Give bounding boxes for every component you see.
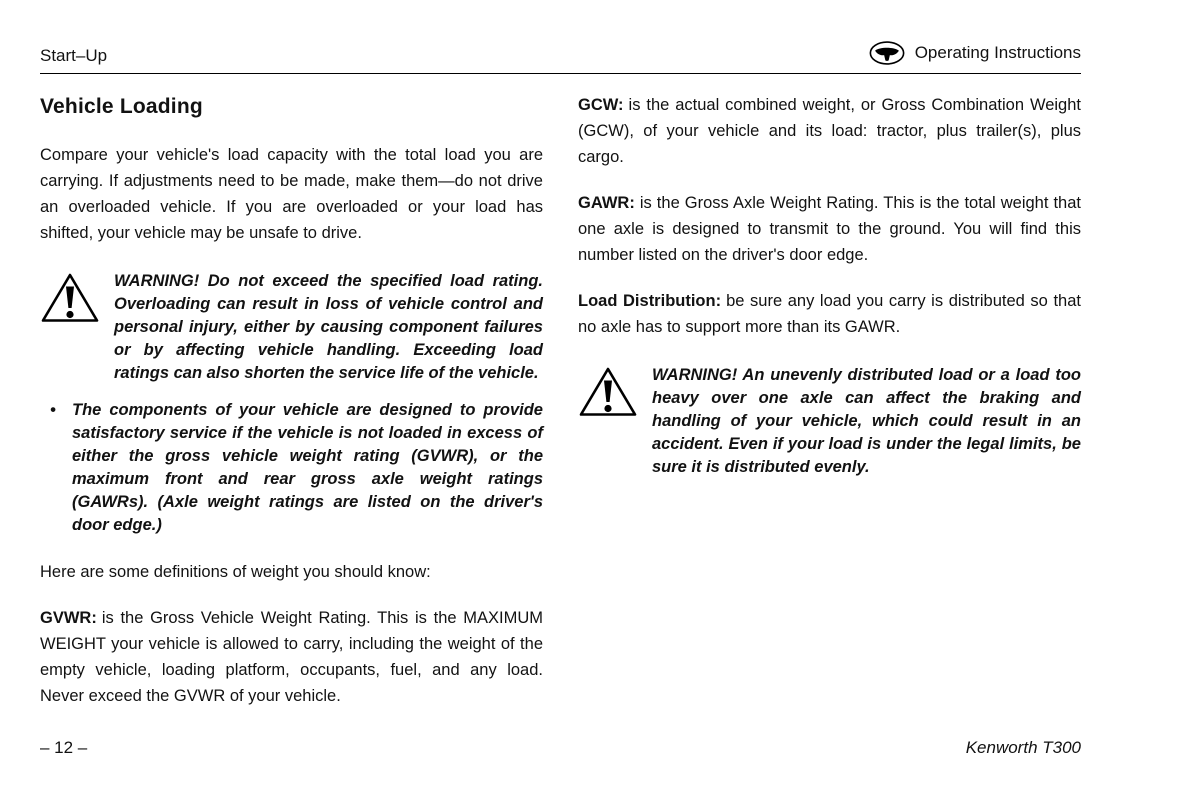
warning-block-uneven-load	[578, 364, 1081, 479]
gvwr-definition	[40, 605, 543, 709]
page-title: Vehicle Loading	[40, 95, 203, 118]
gcw-definition	[578, 92, 1081, 170]
gawr-term: GAWR:	[578, 194, 635, 212]
gvwr-term: GVWR:	[40, 609, 97, 627]
bullet-list-item	[50, 399, 543, 537]
header-chapter-title: Operating Instructions	[914, 43, 1081, 62]
load-distribution-definition	[578, 288, 1081, 340]
warning-text: WARNING! Do not exceed the specified load rating. Overloading can result in loss of vehicle control and personal injury, either by causing component failures or by affecting vehicle handling. Exceeding load ratings can also shorten the service life of the vehicle.	[114, 272, 543, 382]
intro-paragraph: Compare your vehicle's load capacity with the total load you are carrying. If adjustments need to be made, make them—do not drive an overloaded vehicle. If you are overloaded or your load has shifted, your vehicle may be unsafe to drive.	[40, 146, 543, 242]
load-distribution-text: be sure any load you carry is distributed so that no axle has to support more than its GAWR.	[578, 292, 1081, 336]
gvwr-definition-text: is the Gross Vehicle Weight Rating. This is the MAXIMUM WEIGHT your vehicle is allowed to carry, including the weight of the empty vehicle, loading platform, occupants, fuel, and any load. Never exceed the GVWR of your vehicle.	[40, 609, 543, 705]
header-chapter	[868, 40, 1081, 66]
gawr-definition-text: is the Gross Axle Weight Rating. This is the total weight that one axle is designed to transmit to the ground. You will find this number listed on the driver's door edge.	[578, 194, 1081, 264]
load-distribution-term: Load Distribution:	[578, 292, 722, 310]
warning-triangle-icon	[578, 364, 638, 426]
gcw-term: GCW:	[578, 96, 624, 114]
right-column	[578, 92, 1081, 493]
gcw-definition-text: is the actual combined weight, or Gross Combination Weight (GCW), of your vehicle and its load: tractor, plus trailer(s), plus cargo.	[578, 96, 1081, 166]
page-number: – 12 –	[40, 738, 88, 757]
left-column	[40, 92, 543, 729]
header-section-title: Start–Up	[40, 46, 108, 65]
bullet-marker: •	[50, 401, 56, 419]
gawr-definition	[578, 190, 1081, 268]
bullet-text: The components of your vehicle are designed to provide satisfactory service if the vehicle is not loaded in excess of either the gross vehicle weight rating (GVWR), or the maximum front and rear gross axle weight ratings (GAWRs). (Axle weight ratings are listed on the driver's door edge.)	[72, 401, 543, 534]
warning-triangle-icon	[40, 270, 100, 332]
warning-block-load-rating	[40, 270, 543, 385]
vehicle-model: Kenworth T300	[965, 738, 1081, 757]
warning-text: WARNING! An unevenly distributed load or a load too heavy over one axle can affect the braking and handling of your vehicle, which could result in an accident. Even if your load is under the legal limits, be sure it is distributed evenly.	[652, 366, 1081, 476]
page-header	[40, 40, 1081, 74]
steering-wheel-icon	[868, 40, 906, 66]
definitions-intro: Here are some definitions of weight you should know:	[40, 563, 431, 581]
